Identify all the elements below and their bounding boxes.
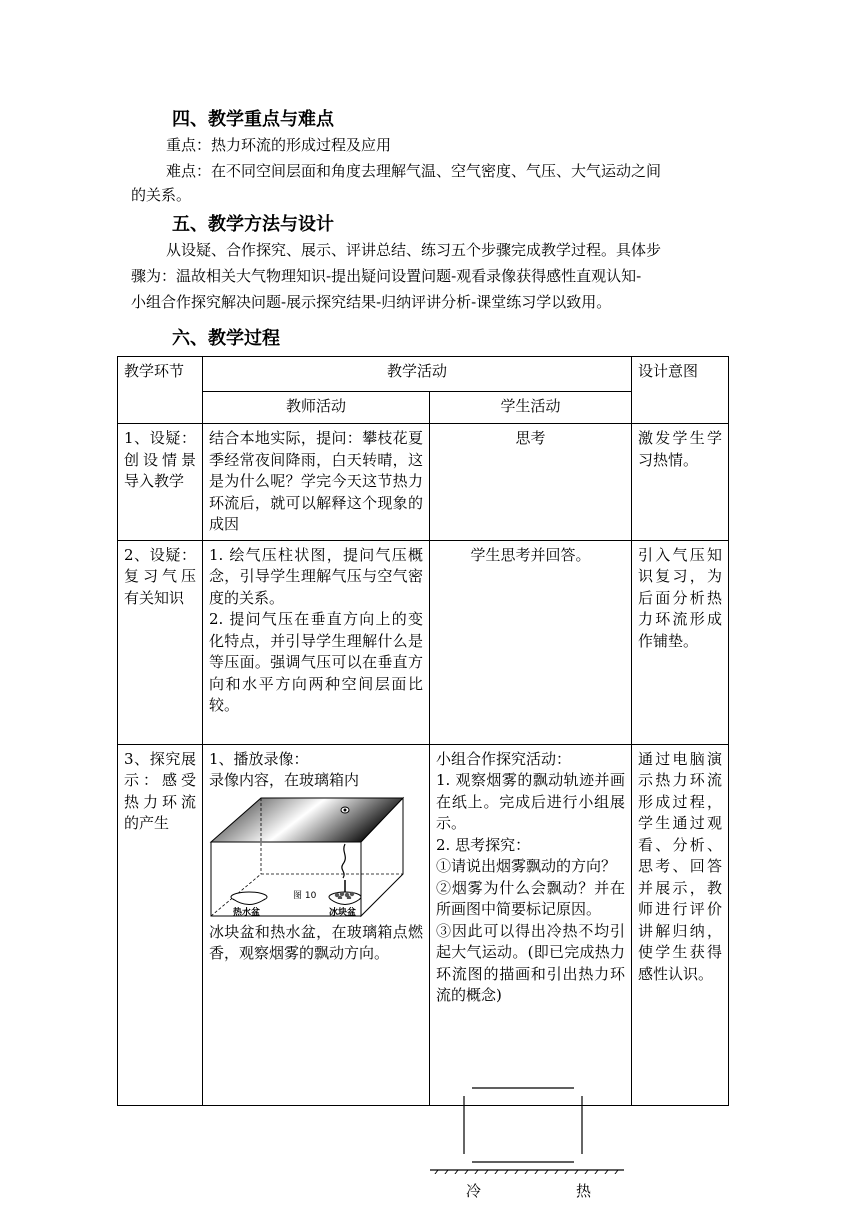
row3-student-item3: 2. 思考探究： <box>436 835 531 854</box>
table-row <box>118 540 729 744</box>
section-5-title: 五、教学方法与设计 <box>172 214 334 235</box>
row3-stage: 3、探究展示：感受热力环流的产生 <box>118 744 203 1105</box>
header-activities: 教学活动 <box>203 357 632 392</box>
figure-caption: 图 10 <box>293 890 317 901</box>
row3-student-item5: ②烟雾为什么会飘动？并在所画图中简要标记原因。 <box>436 878 626 918</box>
row2-stage: 2、设疑：复习气压有关知识 <box>118 540 203 744</box>
key-point-text: 重点：热力环流的形成过程及应用 <box>166 136 392 154</box>
row3-teacher <box>203 744 430 1105</box>
teaching-process-table <box>117 356 729 1106</box>
row3-teacher-item2: 录像内容，在玻璃箱内 <box>209 771 360 789</box>
row2-student: 学生思考并回答。 <box>430 540 632 744</box>
header-intent: 设计意图 <box>632 357 729 424</box>
difficulty-text-line2: 的关系。 <box>131 186 192 204</box>
table-row <box>118 744 729 1105</box>
section-4-title: 四、教学重点与难点 <box>172 109 334 130</box>
method-text-line3: 小组合作探究解决问题-展示探究结果-归纳评讲分析-课堂练习学以致用。 <box>131 293 612 311</box>
hot-label: 热 <box>576 1182 592 1200</box>
circulation-diagram <box>428 1082 628 1212</box>
row2-intent: 引入气压知识复习，为后面分析热力环流形成作铺垫。 <box>632 540 729 744</box>
row1-teacher: 结合本地实际，提问：攀枝花夏季经常夜间降雨，白天转晴，这是为什么呢？学完今天这节热力环流后，就可以解释这个现象的成因 <box>203 424 430 541</box>
table-row <box>118 424 729 541</box>
header-student: 学生活动 <box>430 392 632 424</box>
row3-student-item2: 1. 观察烟雾的飘动轨迹并画在纸上。完成后进行小组展示。 <box>436 771 626 832</box>
glass-box-illustration <box>209 796 405 920</box>
method-text-line2: 骤为：温故相关大气物理知识-提出疑问设置问题-观看录像获得感性直观认知- <box>131 267 642 285</box>
hot-basin-label: 热水盆 <box>233 907 261 918</box>
row3-student-item6: ③因此可以得出冷热不均引起大气运动。(即已完成热力环流图的描画和引出热力环流的概念) <box>436 921 626 1004</box>
glass-box-figure <box>209 796 405 920</box>
row3-teacher-item1: 1、播放录像： <box>209 749 309 768</box>
row3-intent: 通过电脑演示热力环流形成过程，学生通过观看、分析、思考、回答并展示，教师进行评价讲解归纳，使学生获得感性认识。 <box>632 744 729 1105</box>
row3-student <box>430 744 632 1105</box>
difficulty-text-line1: 难点：在不同空间层面和角度去理解气温、空气密度、气压、大气运动之间 <box>166 162 662 180</box>
row1-stage: 1、设疑：创设情景导入教学 <box>118 424 203 541</box>
circulation-diagram-lines <box>428 1082 628 1174</box>
header-stage: 教学环节 <box>118 357 203 424</box>
row3-student-item4: ①请说出烟雾飘动的方向？ <box>436 857 617 875</box>
header-teacher: 教师活动 <box>203 392 430 424</box>
cold-label: 冷 <box>466 1182 482 1200</box>
row1-student: 思考 <box>430 424 632 541</box>
row2-teacher <box>203 540 430 744</box>
method-text-line1: 从设疑、合作探究、展示、评讲总结、练习五个步骤完成教学过程。具体步 <box>166 241 662 259</box>
ice-basin-label: 冰块盆 <box>329 907 357 918</box>
row3-student-item1: 小组合作探究活动： <box>436 749 572 768</box>
row1-intent: 激发学生学习热情。 <box>632 424 729 541</box>
row2-teacher-item1: 1. 绘气压柱状图，提问气压概念，引导学生理解气压与空气密度的关系。 <box>209 545 423 607</box>
section-6-title: 六、教学过程 <box>172 328 280 349</box>
row2-teacher-item2: 2. 提问气压在垂直方向上的变化特点，并引导学生理解什么是等压面。强调气压可以在垂直方向和水平方向两种空间层面比较。 <box>209 610 423 714</box>
row3-teacher-item3: 冰块盆和热水盆，在玻璃箱点燃香，观察烟雾的飘动方向。 <box>209 922 423 962</box>
